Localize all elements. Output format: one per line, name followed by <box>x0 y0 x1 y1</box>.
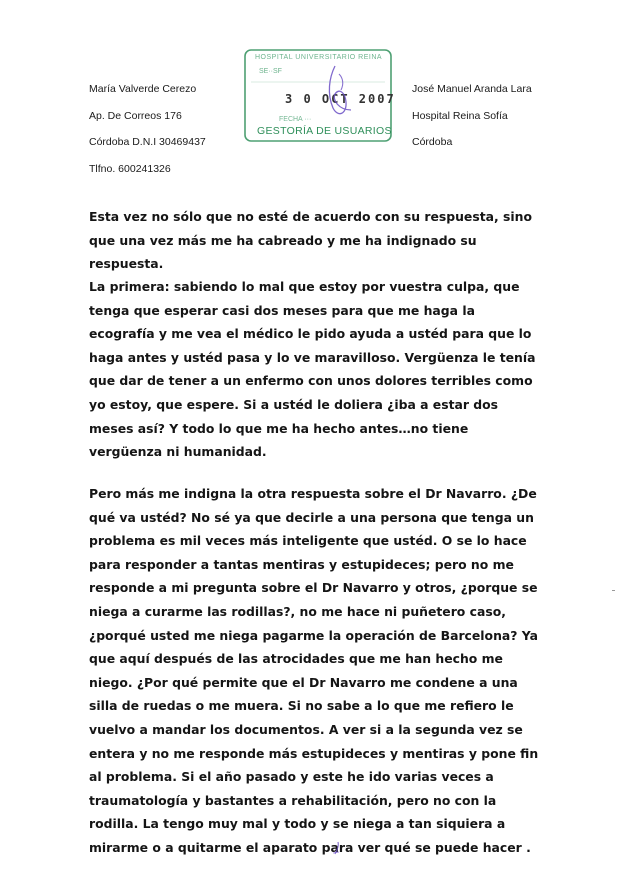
paragraph-line: yo estoy, que espere. Si a ustéd le doliera ¿iba a estar dos <box>89 396 499 412</box>
stamp-fecha: FECHA ··· <box>279 116 312 123</box>
paragraph-line: que una vez más me ha cabreado y me ha indignado su <box>89 232 477 248</box>
paragraph-line: problema es mil veces más inteligente que ustéd. O se lo hace <box>89 533 527 549</box>
paragraph-line: entera y no me responde más estupideces y mentiras y pone fin <box>89 745 539 761</box>
paragraph-line: vergüenza ni humanidad. <box>89 444 267 460</box>
stamp-header: HOSPITAL UNIVERSITARIO REINA <box>255 54 383 61</box>
paragraph-line: que dar de tener a un enfermo con unos dolores terribles como <box>89 373 533 389</box>
paragraph-line: para responder a tantas mentiras y estupideces; pero no me <box>89 556 514 572</box>
paragraph-line: silla de ruedas o me muera. Si no sabe a lo que me refiero le <box>89 698 514 714</box>
sender-block <box>89 76 206 182</box>
sender-address: Ap. De Correos 176 <box>89 109 182 122</box>
stamp-date: 3 0 OCT 2007 <box>285 92 396 106</box>
paragraph-line: haga antes y ustéd pasa y lo ve maravilloso. Vergüenza le tenía <box>89 349 536 365</box>
recipient-city: Córdoba <box>412 136 453 148</box>
paragraph-line: qué va ustéd? No sé ya que decirle a una persona que tenga un <box>89 509 534 525</box>
recipient-name: José Manuel Aranda Lara <box>412 83 532 95</box>
sender-phone: Tlfno. 600241326 <box>89 162 171 175</box>
paragraph-line: ecografía y me vea el médico le pido ayuda a ustéd para que lo <box>89 326 532 342</box>
stamp-subheader: SE··SF <box>259 68 282 75</box>
paragraph-line: tenga que esperar casi dos meses para que me haga la <box>89 302 475 318</box>
paragraph-2 <box>89 275 549 464</box>
sender-city-id: Córdoba D.N.I 30469437 <box>89 136 206 148</box>
paragraph-line: respuesta. <box>89 256 164 272</box>
stamp-department: GESTORÍA DE USUARIOS <box>257 125 392 137</box>
pen-scribble <box>330 838 360 858</box>
paragraph-line: vuelvo a mandar los documentos. A ver si a la segunda vez se <box>89 721 523 737</box>
paragraph-line: niega a curarme las rodillas?, no me hace ni puñetero caso, <box>89 603 506 619</box>
paragraph-1 <box>89 205 549 276</box>
paragraph-line: al problema. Si el año pasado y este he ido varias veces a <box>89 769 494 785</box>
scan-speck <box>612 590 615 591</box>
paragraph-line: responde a mi pregunta sobre el Dr Navarro y otros, ¿porque se <box>89 580 538 596</box>
sender-name: María Valverde Cerezo <box>89 83 197 95</box>
paragraph-line: meses así? Y todo lo que me ha hecho antes…no tiene <box>89 420 469 436</box>
recipient-block <box>412 76 532 156</box>
paragraph-line: mirarme o a quitarme el aparato para ver qué se puede hacer . <box>89 839 531 855</box>
paragraph-line: Esta vez no sólo que no esté de acuerdo con su respuesta, sino <box>89 209 532 224</box>
paragraph-line: niego. ¿Por qué permite que el Dr Navarro me condene a una <box>89 674 518 690</box>
recipient-hospital: Hospital Reina Sofía <box>412 109 508 122</box>
paragraph-3 <box>89 482 549 860</box>
paragraph-line: traumatología y bastantes a rehabilitación, pero no con la <box>89 792 497 808</box>
paragraph-line: Pero más me indigna la otra respuesta sobre el Dr Navarro. ¿De <box>89 486 537 501</box>
paragraph-line: La primera: sabiendo lo mal que estoy por vuestra culpa, que <box>89 279 520 294</box>
received-stamp <box>243 48 396 143</box>
paragraph-line: ¿porqué usted me niega pagarme la operación de Barcelona? Ya <box>89 627 538 643</box>
paragraph-line: rodilla. La tengo muy mal y todo y se niega a tan siquiera a <box>89 816 506 832</box>
paragraph-line: que aquí después de las atrocidades que me han hecho me <box>89 651 503 667</box>
